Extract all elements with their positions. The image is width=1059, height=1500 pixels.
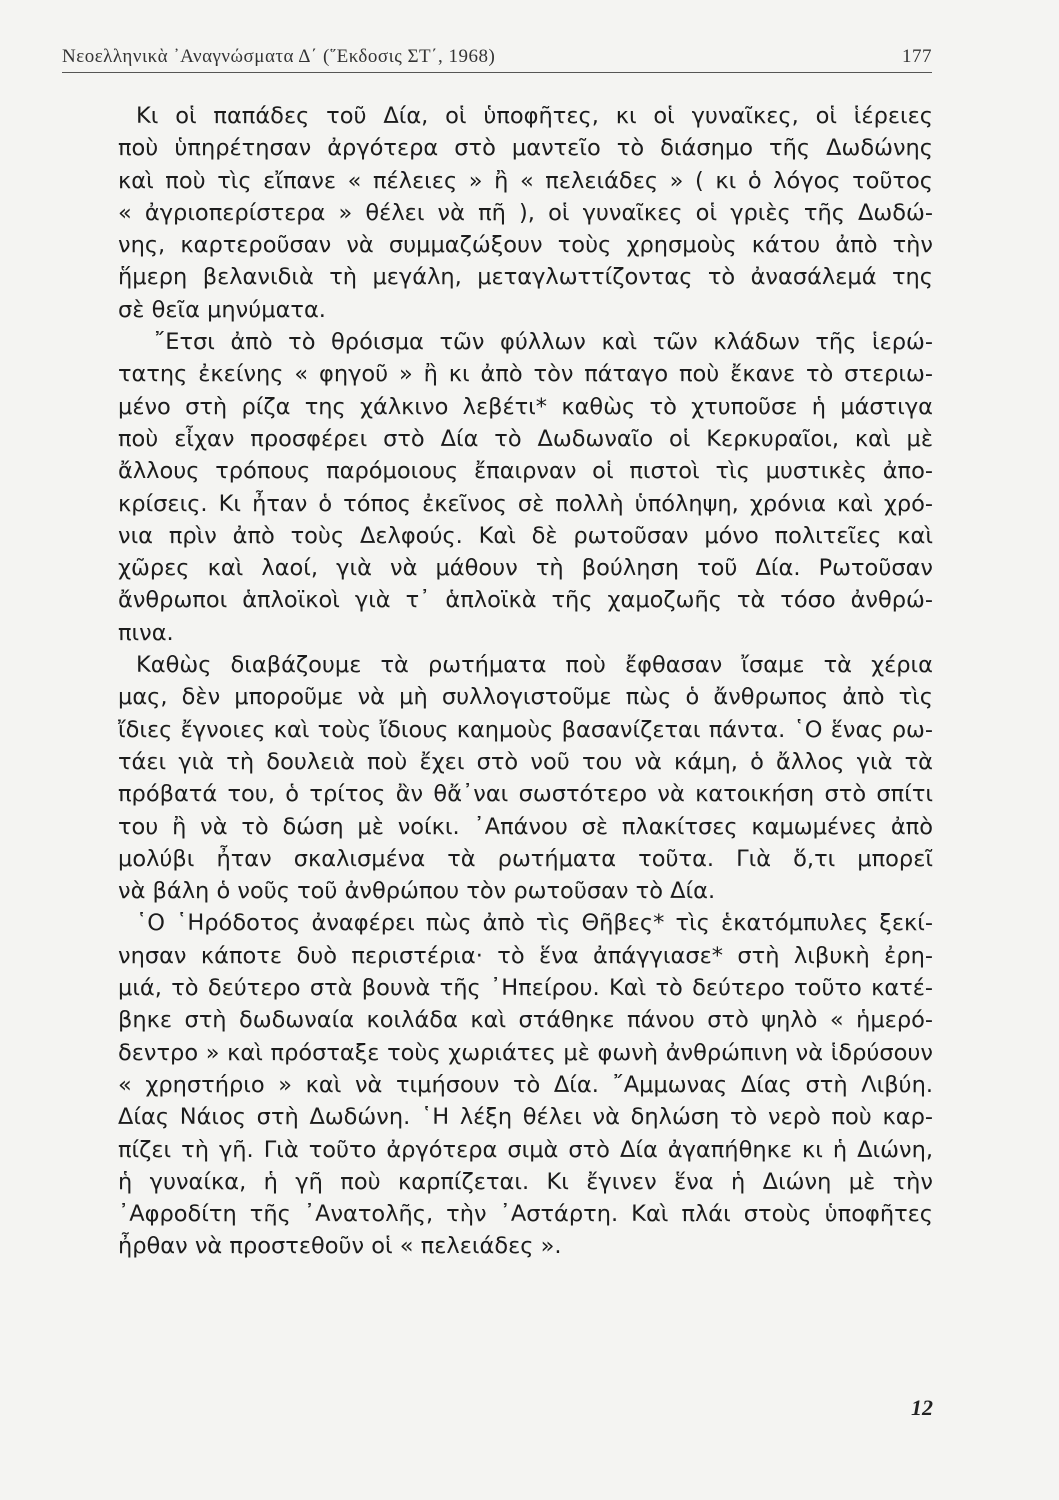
book-title: Νεοελληνικὰ ᾿Αναγνώσματα Δ΄ (῞Εκδοσις ΣΤ΄, 1968) xyxy=(62,46,496,67)
text-line: μένο στὴ ρίζα της χάλκινο λεβέτι* καθὼς τὸ χτυποῦσε ἡ μάστιγα xyxy=(118,393,933,420)
text-line: νια πρὶν ἀπὸ τοὺς Δελφούς. Καὶ δὲ ρωτοῦσαν μόνο πολιτεῖες καὶ xyxy=(118,522,933,549)
text-line: ᾿Αφροδίτη τῆς ᾿Ανατολῆς, τὴν ᾿Αστάρτη. Καὶ πλάι στοὺς ὑποφῆτες xyxy=(118,1201,933,1228)
text-line: πίζει τὴ γῆ. Γιὰ τοῦτο ἀργότερα σιμὰ στὸ Δία ἀγαπήθηκε κι ἡ Διώνη, xyxy=(118,1136,933,1163)
text-line: χῶρες καὶ λαοί, γιὰ νὰ μάθουν τὴ βούληση τοῦ Δία. Ρωτοῦσαν xyxy=(118,555,933,582)
text-line: ἄνθρωποι ἁπλοϊκοὶ γιὰ τ᾿ ἁπλοϊκὰ τῆς χαμοζωῆς τὰ τόσο ἀνθρώ- xyxy=(118,587,933,614)
text-line: σὲ θεῖα μηνύματα. xyxy=(118,296,326,323)
text-line: τάει γιὰ τὴ δουλειὰ ποὺ ἔχει στὸ νοῦ του νὰ κάμη, ὁ ἄλλος γιὰ τὰ xyxy=(118,748,933,775)
text-line: πρόβατά του, ὁ τρίτος ἂν θἄ᾿ναι σωστότερο νὰ κατοικήση στὸ σπίτι xyxy=(118,781,933,808)
text-line: πινα. xyxy=(118,619,174,646)
text-line: δεντρο » καὶ πρόσταξε τοὺς χωριάτες μὲ φωνὴ ἀνθρώπινη νὰ ἱδρύσουν xyxy=(118,1039,933,1066)
page-number: 177 xyxy=(902,46,932,67)
running-head xyxy=(62,42,932,70)
text-line: ἡ γυναίκα, ἡ γῆ ποὺ καρπίζεται. Κι ἔγινεν ἕνα ἡ Διώνη μὲ τὴν xyxy=(118,1168,933,1195)
text-line: νὰ βάλη ὁ νοῦς τοῦ ἀνθρώπου τὸν ρωτοῦσαν τὸ Δία. xyxy=(118,878,716,905)
text-line: καὶ ποὺ τὶς εἴπανε « πέλειες » ἢ « πελειάδες » ( κι ὁ λόγος τοῦτος xyxy=(118,167,933,194)
header-rule xyxy=(62,72,932,73)
text-line: Καθὼς διαβάζουμε τὰ ρωτήματα ποὺ ἔφθασαν ἴσαμε τὰ χέρια xyxy=(136,652,933,679)
text-line: κρίσεις. Κι ἦταν ὁ τόπος ἐκεῖνος σὲ πολλὴ ὑπόληψη, χρόνια καὶ χρό- xyxy=(118,490,933,517)
text-line: « χρηστήριο » καὶ νὰ τιμήσουν τὸ Δία. ῎Αμμωνας Δίας στὴ Λιβύη. xyxy=(118,1071,933,1098)
text-line: ἦρθαν νὰ προστεθοῦν οἱ « πελειάδες ». xyxy=(118,1233,562,1260)
text-line: ῾Ο ῾Ηρόδοτος ἀναφέρει πὼς ἀπὸ τὶς Θῆβες* τὶς ἑκατόμπυλες ξεκί- xyxy=(136,910,933,937)
text-line: τατης ἐκείνης « φηγοῦ » ἢ κι ἀπὸ τὸν πάταγο ποὺ ἔκανε τὸ στεριω- xyxy=(118,361,933,388)
text-line: του ἢ νὰ τὸ δώση μὲ νοίκι. ᾿Απάνου σὲ πλακίτσες καμωμένες ἀπὸ xyxy=(118,813,933,840)
text-line: νης, καρτεροῦσαν νὰ συμμαζώξουν τοὺς χρησμοὺς κάτου ἀπὸ τὴν xyxy=(118,232,933,259)
text-line: « ἀγριοπερίστερα » θέλει νὰ πῆ ), οἱ γυναῖκες οἱ γριὲς τῆς Δωδώ- xyxy=(118,199,933,226)
text-line: μολύβι ἦταν σκαλισμένα τὰ ρωτήματα τοῦτα. Γιὰ ὅ,τι μπορεῖ xyxy=(118,845,933,872)
text-line: Δίας Νάιος στὴ Δωδώνη. ῾Η λέξη θέλει νὰ δηλώση τὸ νερὸ ποὺ καρ- xyxy=(118,1104,933,1131)
text-line: ποὺ εἶχαν προσφέρει στὸ Δία τὸ Δωδωναῖο οἱ Κερκυραῖοι, καὶ μὲ xyxy=(118,425,933,452)
text-line: Κι οἱ παπάδες τοῦ Δία, οἱ ὑποφῆτες, κι οἱ γυναῖκες, οἱ ἱέρειες xyxy=(136,103,933,129)
text-line: μιά, τὸ δεύτερο στὰ βουνὰ τῆς ᾿Ηπείρου. Καὶ τὸ δεύτερο τοῦτο κατέ- xyxy=(118,975,933,1002)
body-text xyxy=(118,100,933,1263)
text-line: ἥμερη βελανιδιὰ τὴ μεγάλη, μεταγλωττίζοντας τὸ ἀνασάλεμά της xyxy=(118,264,933,291)
text-line: ποὺ ὑπηρέτησαν ἀργότερα στὸ μαντεῖο τὸ διάσημο τῆς Δωδώνης xyxy=(118,135,933,162)
text-line: νησαν κάποτε δυὸ περιστέρια· τὸ ἕνα ἀπάγγιασε* στὴ λιβυκὴ ἐρη- xyxy=(118,942,933,969)
text-line: ἄλλους τρόπους παρόμοιους ἔπαιρναν οἱ πιστοὶ τὶς μυστικὲς ἀπο- xyxy=(118,458,933,485)
text-line: βηκε στὴ δωδωναία κοιλάδα καὶ στάθηκε πάνου στὸ ψηλὸ « ἡμερό- xyxy=(118,1007,933,1034)
text-line: ἴδιες ἔγνοιες καὶ τοὺς ἴδιους καημοὺς βασανίζεται πάντα. ῾Ο ἕνας ρω- xyxy=(118,716,933,743)
text-line: μας, δὲν μποροῦμε νὰ μὴ συλλογιστοῦμε πὼς ὁ ἄνθρωπος ἀπὸ τὶς xyxy=(118,684,933,711)
signature-number: 12 xyxy=(911,1395,933,1420)
text-line: ῎Ετσι ἀπὸ τὸ θρόισμα τῶν φύλλων καὶ τῶν κλάδων τῆς ἱερώ- xyxy=(154,329,933,356)
